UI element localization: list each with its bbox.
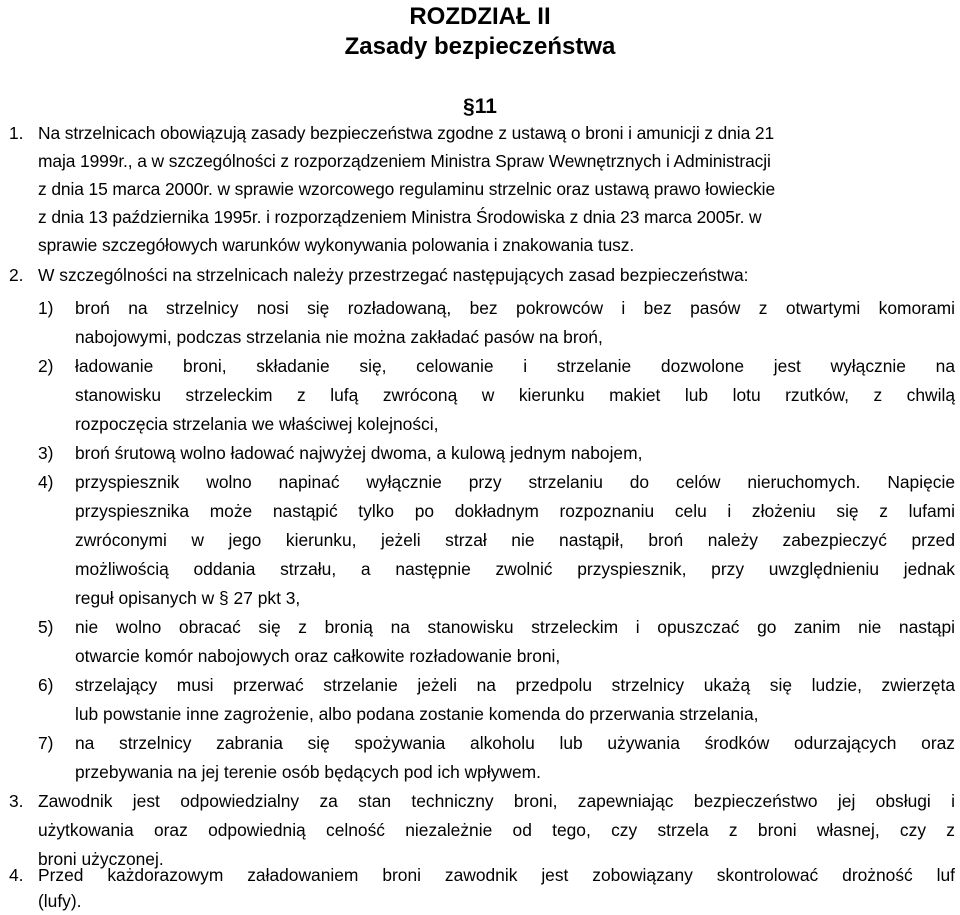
list-item-marker: 4) (38, 472, 54, 492)
list-item-line: stanowisku strzeleckim z lufą zwróconą w kierunku makiet lub lotu rzutków, z chwilą (75, 385, 955, 405)
list-item-marker: 5) (38, 617, 54, 637)
list-item-line: lub powstanie inne zagrożenie, albo podana zostanie komenda do przerwania strzelania, (75, 704, 759, 724)
list-item-line: broń śrutową wolno ładować najwyżej dwoma, a kulową jednym nabojem, (75, 443, 643, 463)
chapter-number: ROZDZIAŁ II (409, 3, 551, 30)
paragraph-intro: W szczególności na strzelnicach należy przestrzegać następujących zasad bezpieczeństwa: (38, 265, 749, 285)
paragraph-marker: 4. (9, 865, 24, 885)
list-item-line: strzelający musi przerwać strzelanie jeżeli na przedpolu strzelnicy ukażą się ludzie, zwierzęta (75, 675, 955, 695)
chapter-title: Zasady bezpieczeństwa (344, 33, 616, 60)
section-number: §11 (463, 95, 497, 118)
paragraph-line: Przed każdorazowym załadowaniem broni zawodnik jest zobowiązany skontrolować drożność luf (38, 865, 955, 885)
list-item-marker: 3) (38, 443, 54, 463)
paragraph-line: Na strzelnicach obowiązują zasady bezpieczeństwa zgodne z ustawą o broni i amunicji z dnia 21 (38, 123, 775, 143)
list-item-marker: 7) (38, 733, 54, 753)
list-item-line: przyspiesznika może nastąpić tylko po dokładnym rozpoznaniu celu i złożeniu się z lufami (75, 501, 955, 521)
list-item-marker: 1) (38, 298, 54, 318)
list-item-line: na strzelnicy zabrania się spożywania alkoholu lub używania środków odurzających oraz (75, 733, 955, 753)
paragraph-line: użytkowania oraz odpowiednią celność niezależnie od tego, czy strzela z broni własnej, czy z (38, 820, 955, 840)
paragraph-line: maja 1999r., a w szczególności z rozporządzeniem Ministra Spraw Wewnętrznych i Administracji (38, 151, 771, 171)
list-item-line: reguł opisanych w § 27 pkt 3, (75, 588, 301, 608)
list-item-line: przebywania na jej terenie osób będących pod ich wpływem. (75, 762, 541, 782)
list-item-line: możliwością oddania strzału, a następnie zwolnić przyspiesznik, przy uwzględnieniu jednak (75, 559, 955, 579)
list-item-line: rozpoczęcia strzelania we właściwej kolejności, (75, 414, 439, 434)
paragraph-marker: 1. (9, 123, 24, 143)
list-item-marker: 6) (38, 675, 54, 695)
paragraph-marker: 2. (9, 265, 24, 285)
list-item-line: zwróconymi w jego kierunku, jeżeli strzał nie nastąpił, broń należy zabezpieczyć przed (75, 530, 955, 550)
paragraph-line: sprawie szczegółowych warunków wykonywania polowania i znakowania tusz. (38, 235, 635, 255)
list-item-line: przyspiesznik wolno napinać wyłącznie przy strzelaniu do celów nieruchomych. Napięcie (75, 472, 955, 492)
paragraph-line: (lufy). (38, 891, 82, 911)
list-item-line: nabojowymi, podczas strzelania nie można zakładać pasów na broń, (75, 327, 603, 347)
list-item-line: ładowanie broni, składanie się, celowanie i strzelanie dozwolone jest wyłącznie na (75, 356, 955, 376)
paragraph-line: Zawodnik jest odpowiedzialny za stan techniczny broni, zapewniając bezpieczeństwo jej obsługi i (38, 791, 955, 811)
paragraph-line: z dnia 13 października 1995r. i rozporządzeniem Ministra Środowiska z dnia 23 marca 2005r. w (38, 207, 762, 227)
list-item-line: otwarcie komór nabojowych oraz całkowite rozładowanie broni, (75, 646, 561, 666)
paragraph-line: broni użyczonej. (38, 849, 164, 869)
list-item-line: broń na strzelnicy nosi się rozładowaną, bez pokrowców i bez pasów z otwartymi komorami (75, 298, 955, 318)
list-item-marker: 2) (38, 356, 54, 376)
paragraph-line: z dnia 15 marca 2000r. w sprawie wzorcowego regulaminu strzelnic oraz ustawą prawo łowieckie (38, 179, 776, 199)
list-item-line: nie wolno obracać się z bronią na stanowisku strzeleckim i opuszczać go zanim nie nastąpi (75, 617, 955, 637)
paragraph-marker: 3. (9, 791, 24, 811)
